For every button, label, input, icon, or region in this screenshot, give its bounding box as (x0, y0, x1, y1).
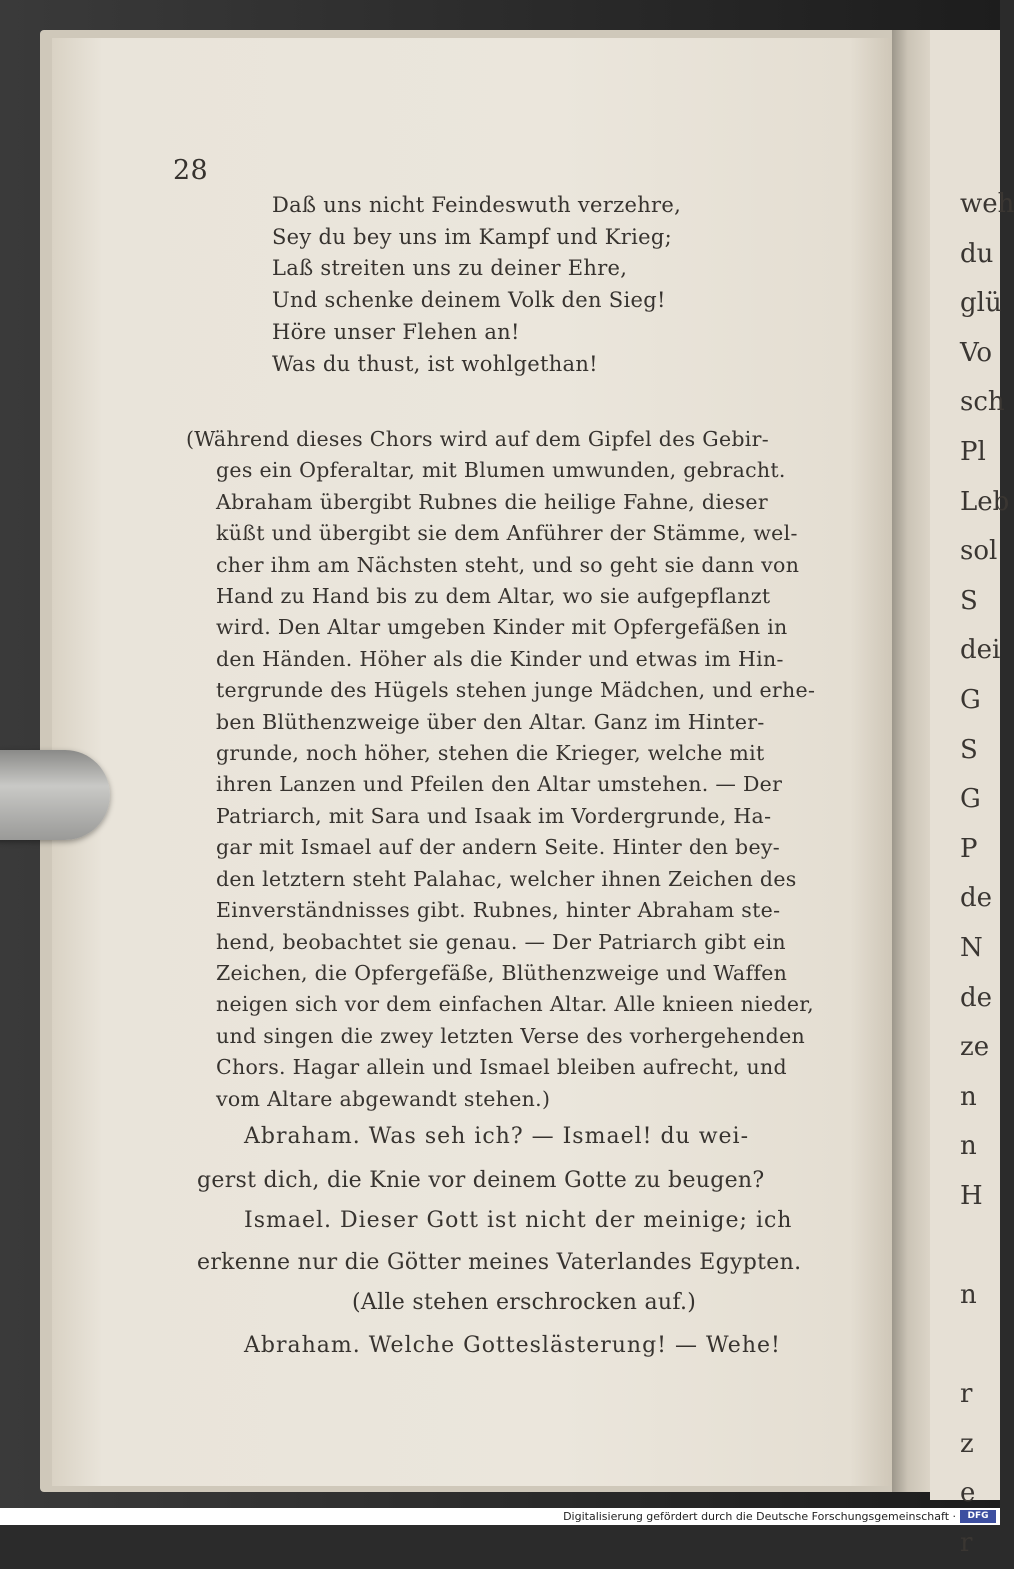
adjacent-page-fragment: Pl (960, 436, 986, 467)
verse-line: Sey du bey uns im Kampf und Krieg; (272, 224, 672, 249)
stage-direction (186, 424, 815, 1115)
footer-bar (0, 1508, 1000, 1525)
stage-line: Hand zu Hand bis zu dem Altar, wo sie aufgepflanzt (216, 584, 771, 609)
stage-line: grunde, noch höher, stehen die Krieger, welche mit (216, 741, 765, 766)
dialog-line: Ismael. Dieser Gott ist nicht der meinige; ich (244, 1208, 793, 1233)
adjacent-page-fragment: S (960, 585, 978, 616)
adjacent-page-fragment: ze (960, 1032, 990, 1063)
dialog-line: (Alle stehen erschrocken auf.) (352, 1290, 697, 1315)
adjacent-page-fragment (960, 1321, 1014, 1371)
adjacent-page-fragment: G (960, 684, 981, 715)
stage-line: und singen die zwey letzten Verse des vorhergehenden (216, 1023, 806, 1048)
verse-line: Laß streiten uns zu deiner Ehre, (272, 256, 628, 281)
stage-line: (Während dieses Chors wird auf dem Gipfel des Gebir- (186, 427, 769, 451)
adjacent-page-fragment: G (960, 784, 981, 815)
adjacent-page-fragment: r (960, 1379, 973, 1410)
stage-line: küßt und übergibt sie dem Anführer der Stämme, wel- (216, 521, 798, 546)
stage-line: hend, beobachtet sie genau. — Der Patriarch gibt ein (216, 929, 786, 954)
stage-line: vom Altare abgewandt stehen.) (216, 1086, 551, 1111)
adjacent-page-fragment: dei (960, 635, 1001, 666)
adjacent-page-fragment: weh (960, 189, 1014, 219)
page-clip (0, 750, 110, 840)
adjacent-page-fragment: n (960, 1131, 977, 1162)
dialog-line: erkenne nur die Götter meines Vaterlandes Egypten. (197, 1250, 802, 1275)
adjacent-page-fragment: de (960, 982, 993, 1013)
stage-line: gar mit Ismael auf der andern Seite. Hinter den bey- (216, 835, 780, 860)
stage-line: Patriarch, mit Sara und Isaak im Vordergrunde, Ha- (216, 803, 772, 828)
verse-line: Daß uns nicht Feindeswuth verzehre, (272, 193, 682, 217)
stage-line: tergrunde des Hügels stehen junge Mädchen, und erhe- (216, 678, 816, 703)
stage-line: den Händen. Höher als die Kinder und etwas im Hin- (216, 646, 784, 671)
adjacent-page-fragment: de (960, 883, 993, 914)
adjacent-page-fragment: S (960, 734, 978, 765)
adjacent-page-text (960, 180, 1014, 1569)
stage-line: Zeichen, die Opfergefäße, Blüthenzweige und Waffen (216, 960, 788, 985)
adjacent-page-fragment: z (960, 1428, 974, 1459)
stage-line: Abraham übergibt Rubnes die heilige Fahne, dieser (216, 489, 768, 514)
page-number: 28 (173, 155, 208, 186)
stage-line: ges ein Opferaltar, mit Blumen umwunden, gebracht. (216, 458, 786, 483)
adjacent-page-fragment: glü (960, 288, 1002, 319)
dialog-line: gerst dich, die Knie vor deinem Gotte zu beugen? (197, 1168, 765, 1193)
adjacent-page-fragment: H (960, 1180, 983, 1211)
stage-line: Chors. Hagar allein und Ismael bleiben aufrecht, und (216, 1055, 787, 1080)
footer-credit: Digitalisierung gefördert durch die Deutsche Forschungsgemeinschaft · (563, 1510, 956, 1523)
stage-line: den letztern steht Palahac, welcher ihnen Zeichen des (216, 866, 797, 891)
adjacent-page-fragment: P (960, 833, 978, 864)
stage-line: Einverständnisses gibt. Rubnes, hinter Abraham ste- (216, 898, 781, 923)
adjacent-page-fragment: du (960, 238, 994, 269)
adjacent-page-fragment: sch (960, 387, 1005, 418)
stage-line: wird. Den Altar umgeben Kinder mit Opfergefäßen in (216, 615, 788, 640)
dialog-line: Abraham. Welche Gotteslästerung! — Wehe! (244, 1333, 781, 1358)
stage-line: ben Blüthenzweige über den Altar. Ganz im Hinter- (216, 709, 765, 734)
adjacent-page-fragment: N (960, 932, 983, 963)
adjacent-page-fragment: r (960, 1528, 973, 1559)
adjacent-page-fragment (960, 1221, 1014, 1271)
verse-line: Höre unser Flehen an! (272, 319, 520, 344)
adjacent-page-fragment: n (960, 1081, 977, 1112)
book-gutter (892, 30, 932, 1492)
dfg-logo: DFG (960, 1510, 996, 1523)
verse-line: Was du thust, ist wohlgethan! (272, 351, 598, 376)
stage-line: cher ihm am Nächsten steht, und so geht sie dann von (216, 552, 800, 577)
verse-line: Und schenke deinem Volk den Sieg! (272, 288, 666, 313)
adjacent-page-fragment: Leb (960, 486, 1010, 517)
dialog-line: Abraham. Was seh ich? — Ismael! du wei- (244, 1124, 750, 1149)
stage-line: ihren Lanzen und Pfeilen den Altar umstehen. — Der (216, 772, 783, 797)
verse-block (272, 190, 681, 380)
adjacent-page-fragment: Vo (960, 337, 993, 368)
adjacent-page-fragment: n (960, 1280, 977, 1311)
adjacent-page-fragment: sol (960, 536, 998, 567)
stage-line: neigen sich vor dem einfachen Altar. Alle knieen nieder, (216, 992, 814, 1017)
adjacent-page-fragment: e (960, 1478, 976, 1509)
